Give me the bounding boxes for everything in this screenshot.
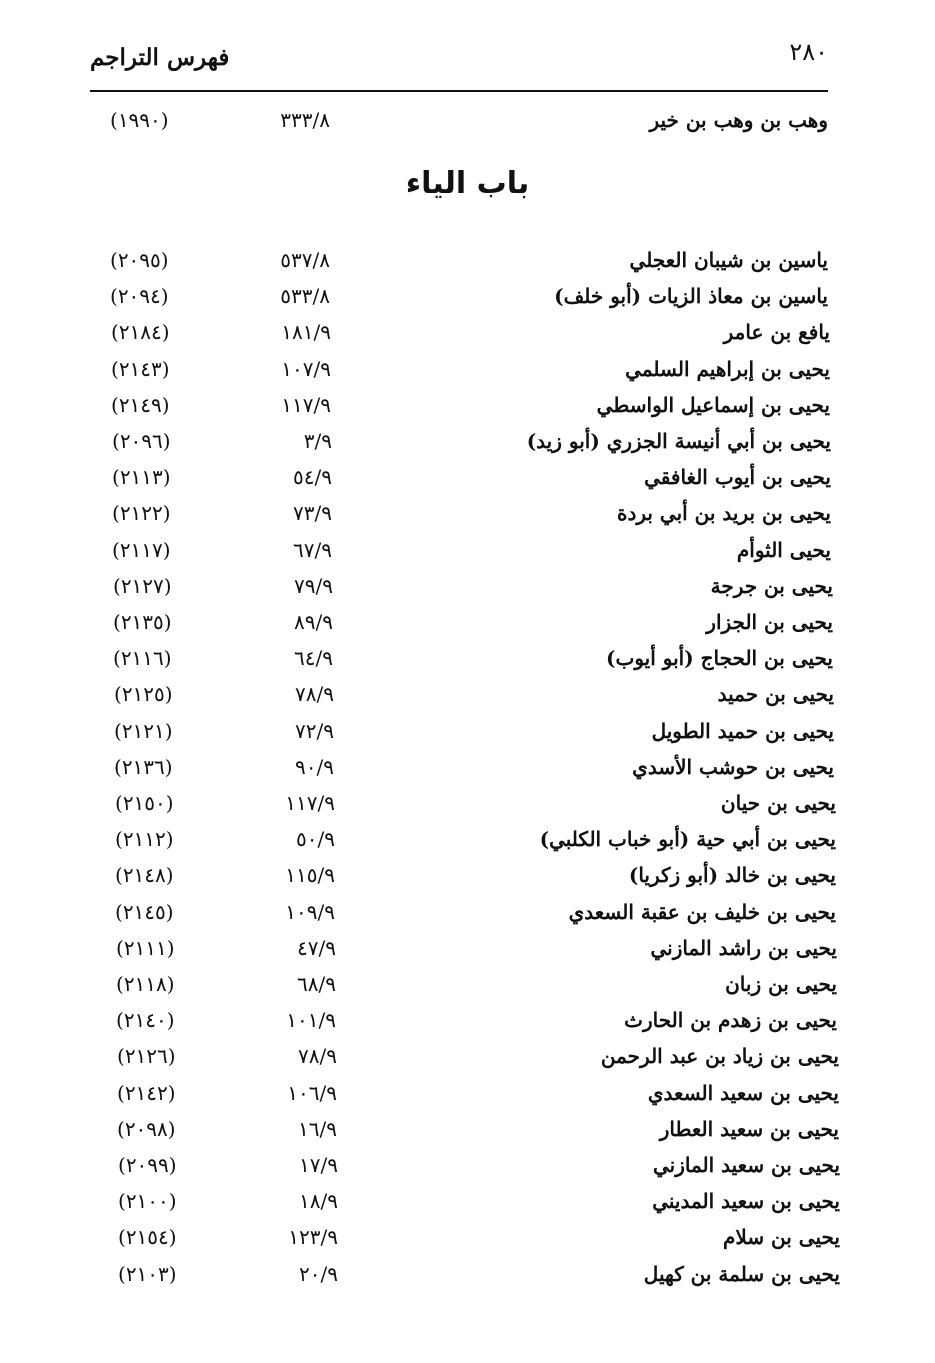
entry-reference: ٧٢/٩ <box>295 719 334 743</box>
entry-reference: ١٠٩/٩ <box>285 900 335 924</box>
entry-name: يحيى بن سلام <box>723 1225 840 1249</box>
entry-reference: ٩٠/٩ <box>295 755 334 779</box>
index-entry <box>112 497 831 529</box>
entry-name: يافع بن عامر <box>723 320 830 344</box>
entry-name: يحيى بن الحجاج (أبو أيوب) <box>606 646 833 670</box>
entry-name: يحيى بن زياد بن عبد الرحمن <box>600 1044 839 1068</box>
entry-number: (٢١١٨) <box>116 972 175 996</box>
index-entry <box>116 1004 837 1036</box>
entry-name: ياسين بن شيبان العجلي <box>629 248 828 272</box>
entry-reference: ٤٧/٩ <box>297 936 336 960</box>
entry-number: (٢١١٦) <box>113 646 172 670</box>
index-entry <box>114 751 834 783</box>
entry-name: يحيى بن حميد <box>717 682 834 706</box>
entry-number: (٢١٣٥) <box>113 610 172 634</box>
entry-reference: ٧٨/٩ <box>298 1044 337 1068</box>
index-entry <box>115 787 836 819</box>
entry-reference: ١٢٣/٩ <box>288 1225 338 1249</box>
entry-reference: ٢٠/٩ <box>299 1262 338 1286</box>
entry-reference: ٦٨/٩ <box>297 972 336 996</box>
entry-name: وهب بن وهب بن خير <box>649 108 828 132</box>
entry-number: (٢١٤٥) <box>115 900 174 924</box>
index-entry <box>110 104 828 136</box>
entry-name: يحيى بن أيوب الغافقي <box>644 465 831 489</box>
entry-number: (٢١٣٦) <box>114 755 173 779</box>
entry-reference: ١٦/٩ <box>298 1117 337 1141</box>
index-entry <box>118 1149 840 1181</box>
entry-reference: ٧٨/٩ <box>295 682 334 706</box>
index-entry <box>110 280 828 312</box>
entry-reference: ٣/٩ <box>303 429 332 453</box>
entry-name: يحيى بن خليف بن عقبة السعدي <box>568 900 836 924</box>
entry-reference: ١٠٧/٩ <box>281 357 331 381</box>
entry-reference: ١١٧/٩ <box>285 791 335 815</box>
entry-reference: ٥٠/٩ <box>296 827 335 851</box>
entry-name: يحيى بن جرجة <box>710 574 833 598</box>
entry-name: يحيى بن أبي أنيسة الجزري (أبو زيد) <box>526 429 831 453</box>
index-entry <box>118 1221 840 1253</box>
index-entry <box>111 316 830 348</box>
entry-number: (٢١٠٠) <box>118 1189 177 1213</box>
entry-name: يحيى بن أبي حية (أبو خباب الكلبي) <box>539 827 836 851</box>
entry-number: (٢١٥٤) <box>118 1225 177 1249</box>
entry-name: ياسين بن معاذ الزيات (أبو خلف) <box>554 284 828 308</box>
entry-number: (٢١٠٣) <box>118 1262 177 1286</box>
section-heading: باب الياء <box>405 166 530 201</box>
entry-number: (٢٠٩٨) <box>117 1117 176 1141</box>
entry-number: (٢١٤٣) <box>111 357 170 381</box>
index-entry <box>117 1113 839 1145</box>
index-entry <box>114 715 834 747</box>
index-entry <box>116 932 837 964</box>
index-entry <box>118 1185 840 1217</box>
entry-number: (٢١٢٥) <box>114 682 173 706</box>
entry-reference: ٧٩/٩ <box>294 574 333 598</box>
index-entry <box>113 606 833 638</box>
entry-reference: ٣٣٣/٨ <box>280 108 330 132</box>
entry-number: (٢١٥٠) <box>115 791 174 815</box>
entry-name: يحيى بن زهدم بن الحارث <box>624 1008 837 1032</box>
entry-reference: ١١٥/٩ <box>285 863 335 887</box>
entry-number: (٢١١٢) <box>115 827 174 851</box>
entry-name: يحيى بن إسماعيل الواسطي <box>596 393 830 417</box>
running-title: فهرس التراجم <box>90 44 230 71</box>
index-entry <box>111 389 830 421</box>
index-entry <box>113 642 833 674</box>
index-entry <box>116 968 837 1000</box>
entry-name: يحيى بن خالد (أبو زكريا) <box>628 863 836 887</box>
entry-reference: ١٠١/٩ <box>286 1008 336 1032</box>
page-number: ٢٨٠ <box>789 38 828 66</box>
index-entry <box>117 1077 839 1109</box>
entry-reference: ٥٣٣/٨ <box>280 284 330 308</box>
entry-number: (٢١١٣) <box>112 465 171 489</box>
entry-number: (٢٠٩٤) <box>110 284 169 308</box>
index-entry <box>115 859 836 891</box>
index-entry <box>112 425 831 457</box>
entry-number: (٢١٤٨) <box>115 863 174 887</box>
entry-name: يحيى بن الجزار <box>706 610 833 634</box>
entry-number: (٢١١١) <box>116 936 175 960</box>
entry-number: (٢١٤٢) <box>117 1081 176 1105</box>
entry-number: (١٩٩٠) <box>110 108 169 132</box>
entry-number: (٢١١٧) <box>112 538 171 562</box>
entry-name: يحيى بن حميد الطويل <box>651 719 834 743</box>
entry-reference: ١٠٦/٩ <box>287 1081 337 1105</box>
entry-name: يحيى بن سعيد المازني <box>652 1153 840 1177</box>
entry-name: يحيى بن إبراهيم السلمي <box>625 357 830 381</box>
index-entry <box>118 1258 840 1290</box>
entry-number: (٢١٨٤) <box>111 320 170 344</box>
entry-reference: ٥٤/٩ <box>293 465 332 489</box>
index-entry <box>117 1040 839 1072</box>
entry-reference: ٧٣/٩ <box>293 501 332 525</box>
index-entry <box>115 896 836 928</box>
entry-name: يحيى بن حيان <box>720 791 836 815</box>
entry-reference: ١٧/٩ <box>299 1153 338 1177</box>
entry-name: يحيى الثوأم <box>736 538 831 562</box>
entry-reference: ٦٤/٩ <box>294 646 333 670</box>
entry-name: يحيى بن سلمة بن كهيل <box>643 1262 840 1286</box>
entry-reference: ١١٧/٩ <box>281 393 331 417</box>
entry-number: (٢١٤٩) <box>111 393 170 417</box>
entry-name: يحيى بن سعيد المديني <box>652 1189 840 1213</box>
page-header <box>90 38 828 88</box>
entry-number: (٢٠٩٥) <box>110 248 169 272</box>
entry-number: (٢٠٩٩) <box>118 1153 177 1177</box>
entry-reference: ٦٧/٩ <box>293 538 332 562</box>
index-entry <box>110 244 828 276</box>
entry-reference: ٥٣٧/٨ <box>280 248 330 272</box>
entry-reference: ١٨/٩ <box>299 1189 338 1213</box>
entry-name: يحيى بن حوشب الأسدي <box>632 755 834 779</box>
entry-reference: ١٨١/٩ <box>281 320 331 344</box>
index-entry <box>111 353 830 385</box>
entry-reference: ٨٩/٩ <box>294 610 333 634</box>
entry-name: يحيى بن بريد بن أبي بردة <box>616 501 831 525</box>
entry-number: (٢١٤٠) <box>116 1008 175 1032</box>
entry-number: (٢١٢٢) <box>112 501 171 525</box>
entry-number: (٢٠٩٦) <box>112 429 171 453</box>
entry-number: (٢١٢٦) <box>117 1044 176 1068</box>
index-entry <box>114 678 834 710</box>
index-entry <box>112 461 831 493</box>
entry-number: (٢١٢١) <box>114 719 173 743</box>
entry-name: يحيى بن سعيد السعدي <box>647 1081 839 1105</box>
entry-number: (٢١٢٧) <box>113 574 172 598</box>
index-entry <box>112 534 831 566</box>
index-entry <box>115 823 836 855</box>
entry-name: يحيى بن زبان <box>725 972 837 996</box>
index-entry <box>113 570 833 602</box>
entry-name: يحيى بن سعيد العطار <box>659 1117 839 1141</box>
header-rule <box>90 90 828 92</box>
entry-name: يحيى بن راشد المازني <box>650 936 837 960</box>
